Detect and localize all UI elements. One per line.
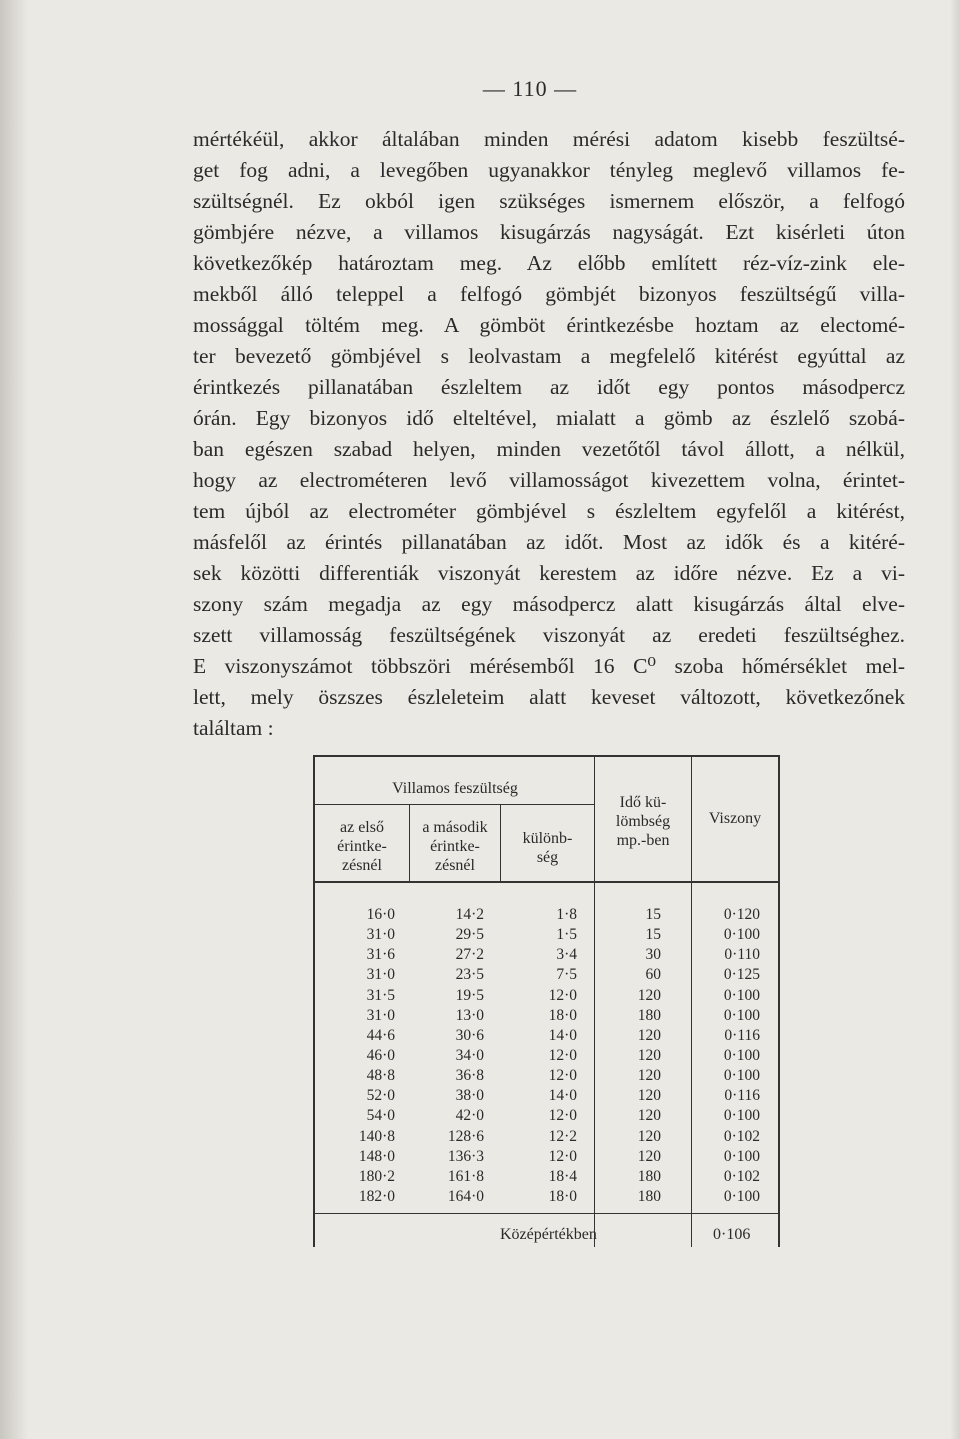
text-line: találtam : bbox=[193, 716, 274, 740]
text-line: E viszonyszámot többszöri mérésemből 16 C⁰ szoba hőmérséklet mel- bbox=[193, 654, 905, 678]
text-line: get fog adni, a levegőben ugyanakkor tényleg meglevő villamos fe- bbox=[193, 158, 905, 182]
table-cell: 14·0 bbox=[548, 1026, 577, 1044]
table-cell: 3·4 bbox=[556, 946, 577, 964]
table-cell: 0·100 bbox=[723, 1187, 760, 1205]
table-cell: 0·100 bbox=[723, 1046, 760, 1064]
text-line: szültségnél. Ez okból igen szükséges ismernem először, a felfogó bbox=[193, 189, 905, 213]
text-line: következőkép határoztam meg. Az előbb említett réz-víz-zink ele- bbox=[193, 251, 905, 275]
table-cell: 48·8 bbox=[366, 1067, 395, 1085]
table-cell: 23·5 bbox=[455, 966, 484, 984]
header-bottom-rule bbox=[313, 881, 780, 883]
header-second-contact: a második érintke- zésnél bbox=[422, 819, 488, 874]
table-right-border bbox=[778, 755, 780, 1247]
group-header: Villamos feszültség bbox=[392, 780, 518, 797]
table-cell: 18·0 bbox=[548, 1187, 577, 1205]
table-cell: 1·5 bbox=[556, 926, 577, 944]
table-cell: 120 bbox=[637, 1046, 661, 1064]
table-cell: 60 bbox=[645, 966, 661, 984]
table-cell: 0·102 bbox=[723, 1167, 760, 1185]
table-cell: 34·0 bbox=[455, 1046, 484, 1064]
text-line: lett, mely öszszes észleleteim alatt keveset változott, következőnek bbox=[193, 685, 905, 709]
text-line: órán. Egy bizonyos idő elteltével, mialatt a gömb az észlelő szobá- bbox=[193, 406, 905, 430]
header-first-contact: az első érintke- zésnél bbox=[337, 819, 387, 874]
table-cell: 128·6 bbox=[447, 1127, 484, 1145]
table-cell: 18·0 bbox=[548, 1006, 577, 1024]
table-cell: 148·0 bbox=[358, 1147, 395, 1165]
text-line: mértékéül, akkor általában minden mérési adatom kisebb feszültsé- bbox=[193, 127, 905, 151]
page-edge-shadow bbox=[0, 0, 28, 1439]
table-cell: 12·0 bbox=[548, 1107, 577, 1125]
table-cell: 0·100 bbox=[723, 1107, 760, 1125]
table-cell: 0·100 bbox=[723, 1006, 760, 1024]
text-line: ban egészen szabad helyen, minden vezetőtől távol állott, a nélkül, bbox=[193, 437, 905, 461]
header-ratio: Viszony bbox=[708, 810, 762, 827]
text-line: szony szám megadja az egy másodpercz alatt kisugárzás által elve- bbox=[193, 592, 905, 616]
table-cell: 14·2 bbox=[455, 906, 484, 923]
table-cell: 12·0 bbox=[548, 1067, 577, 1085]
table-cell: 19·5 bbox=[455, 986, 484, 1004]
table-cell: 0·102 bbox=[723, 1127, 760, 1145]
table-cell: 164·0 bbox=[447, 1187, 484, 1205]
measurement-table bbox=[313, 755, 780, 1247]
table-cell: 54·0 bbox=[366, 1107, 395, 1125]
page-number: — 110 — bbox=[482, 76, 578, 101]
table-cell: 18·4 bbox=[548, 1167, 577, 1185]
table-cell: 12·0 bbox=[548, 1046, 577, 1064]
table-cell: 0·100 bbox=[723, 926, 760, 944]
table-cell: 180·2 bbox=[358, 1167, 395, 1185]
table-cell: 7·5 bbox=[556, 966, 577, 984]
text-line: érintkezés pillanatában észleltem az időt egy pontos másodpercz bbox=[193, 375, 905, 399]
table-cell: 16·0 bbox=[366, 906, 395, 923]
column-difference bbox=[501, 905, 577, 1207]
table-cell: 31·0 bbox=[366, 966, 395, 984]
header-time-difference: Idő kü- lömbség mp.-ben bbox=[615, 794, 671, 849]
table-cell: 44·6 bbox=[366, 1026, 395, 1044]
table-cell: 0·116 bbox=[724, 1087, 760, 1105]
header-difference: különb- ség bbox=[522, 830, 573, 866]
table-cell: 0·100 bbox=[723, 986, 760, 1004]
table-cell: 180 bbox=[637, 1006, 661, 1024]
table-cell: 140·8 bbox=[358, 1127, 395, 1145]
table-cell: 0·110 bbox=[724, 946, 760, 964]
table-cell: 0·125 bbox=[723, 966, 760, 984]
table-cell: 120 bbox=[637, 1067, 661, 1085]
table-cell: 52·0 bbox=[366, 1087, 395, 1105]
column-ratio bbox=[692, 905, 760, 1207]
table-cell: 120 bbox=[637, 1026, 661, 1044]
text-line: sek közötti differentiák viszonyát kerestem az időre nézve. Ez a vi- bbox=[193, 561, 905, 585]
table-cell: 12·0 bbox=[548, 986, 577, 1004]
table-cell: 180 bbox=[637, 1187, 661, 1205]
text-line: gömbjére nézve, a villamos kisugárzás nagyságát. Ezt kisérleti úton bbox=[193, 220, 905, 244]
table-cell: 0·100 bbox=[723, 1067, 760, 1085]
average-value: 0·106 bbox=[713, 1226, 751, 1243]
page-edge-shadow-right bbox=[950, 0, 960, 1439]
table-cell: 14·0 bbox=[548, 1087, 577, 1105]
body-paragraph bbox=[193, 124, 905, 744]
column-time-difference bbox=[595, 905, 661, 1207]
table-cell: 15 bbox=[645, 906, 661, 923]
table-cell: 30 bbox=[645, 946, 661, 964]
text-line: tem újból az electrométer gömbjével s észleltem egyfelől a kitérést, bbox=[193, 499, 905, 523]
table-cell: 180 bbox=[637, 1167, 661, 1185]
text-line: másfelől az érintés pillanatában az időt. Most az idők és a kitéré- bbox=[193, 530, 905, 554]
footer-rule bbox=[313, 1213, 780, 1214]
table-cell: 42·0 bbox=[455, 1107, 484, 1125]
table-cell: 0·120 bbox=[723, 906, 760, 923]
table-cell: 0·116 bbox=[724, 1026, 760, 1044]
table-cell: 120 bbox=[637, 1107, 661, 1125]
text-line: mekből álló teleppel a felfogó gömbjét bizonyos feszültségű villa- bbox=[193, 282, 905, 306]
group-header-rule bbox=[315, 804, 595, 805]
text-line: ter bevezető gömbjével s leolvastam a megfelelő kitérést egyúttal az bbox=[193, 344, 905, 368]
table-cell: 31·0 bbox=[366, 1006, 395, 1024]
column-first-contact bbox=[315, 905, 395, 1207]
table-cell: 120 bbox=[637, 986, 661, 1004]
column-second-contact bbox=[410, 905, 484, 1207]
table-cell: 136·3 bbox=[447, 1147, 484, 1165]
text-line: szett villamosság feszültségének viszonyát az eredeti feszültséghez. bbox=[193, 623, 905, 647]
table-cell: 161·8 bbox=[447, 1167, 484, 1185]
table-cell: 120 bbox=[637, 1127, 661, 1145]
table-cell: 182·0 bbox=[358, 1187, 395, 1205]
table-cell: 1·8 bbox=[556, 906, 577, 923]
table-cell: 13·0 bbox=[455, 1006, 484, 1024]
table-cell: 29·5 bbox=[455, 926, 484, 944]
table-cell: 27·2 bbox=[455, 946, 484, 964]
table-top-rule bbox=[313, 755, 780, 757]
table-cell: 36·8 bbox=[455, 1067, 484, 1085]
table-cell: 12·2 bbox=[548, 1127, 577, 1145]
table-cell: 12·0 bbox=[548, 1147, 577, 1165]
average-label: Középértékben bbox=[500, 1226, 597, 1243]
table-cell: 31·5 bbox=[366, 986, 395, 1004]
table-cell: 46·0 bbox=[366, 1046, 395, 1064]
table-cell: 0·100 bbox=[723, 1147, 760, 1165]
table-cell: 120 bbox=[637, 1147, 661, 1165]
table-cell: 31·6 bbox=[366, 946, 395, 964]
table-cell: 120 bbox=[637, 1087, 661, 1105]
table-cell: 30·6 bbox=[455, 1026, 484, 1044]
text-line: hogy az electrométeren levő villamosságot kivezettem volna, érintet- bbox=[193, 468, 905, 492]
table-cell: 15 bbox=[645, 926, 661, 944]
table-cell: 38·0 bbox=[455, 1087, 484, 1105]
table-cell: 31·0 bbox=[366, 926, 395, 944]
text-line: mossággal töltém meg. A gömböt érintkezésbe hoztam az electomé- bbox=[193, 313, 905, 337]
